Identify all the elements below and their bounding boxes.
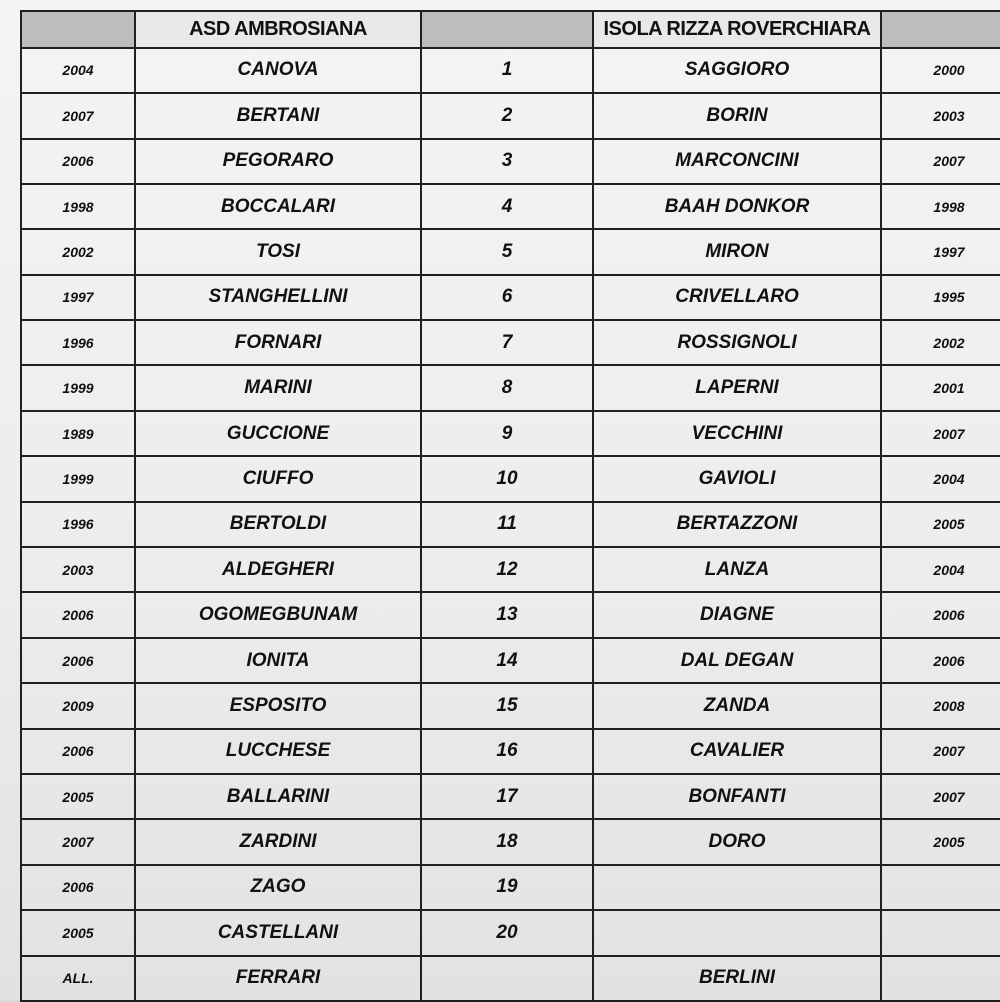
table-row: [21, 502, 1000, 547]
home-player-year: 2002: [21, 229, 135, 274]
home-player-year: 1996: [21, 320, 135, 365]
home-player-name: PEGORARO: [135, 139, 421, 184]
shirt-number: 10: [421, 456, 593, 501]
away-coach-name: BERLINI: [593, 956, 881, 1001]
home-player-year: 2006: [21, 638, 135, 683]
home-player-name: LUCCHESE: [135, 729, 421, 774]
table-row: [21, 411, 1000, 456]
home-player-name: IONITA: [135, 638, 421, 683]
home-coach-name: FERRARI: [135, 956, 421, 1001]
shirt-number: 16: [421, 729, 593, 774]
away-player-name: CRIVELLARO: [593, 275, 881, 320]
home-player-year: 1997: [21, 275, 135, 320]
home-player-year: 1996: [21, 502, 135, 547]
away-team-name: ISOLA RIZZA ROVERCHIARA: [593, 11, 881, 48]
table-row: [21, 184, 1000, 229]
away-player-name: BAAH DONKOR: [593, 184, 881, 229]
shirt-number: 6: [421, 275, 593, 320]
away-player-year: 2003: [881, 93, 1000, 138]
away-player-year: 2007: [881, 774, 1000, 819]
header-blank-middle: [421, 11, 593, 48]
away-player-year: 2004: [881, 456, 1000, 501]
home-player-year: 1998: [21, 184, 135, 229]
table-row: [21, 819, 1000, 864]
home-player-name: GUCCIONE: [135, 411, 421, 456]
shirt-number: 8: [421, 365, 593, 410]
shirt-number: 13: [421, 592, 593, 637]
table-row: [21, 683, 1000, 728]
home-player-name: CIUFFO: [135, 456, 421, 501]
away-player-year: [881, 865, 1000, 910]
away-player-name: ROSSIGNOLI: [593, 320, 881, 365]
home-player-name: CASTELLANI: [135, 910, 421, 955]
away-player-name: DIAGNE: [593, 592, 881, 637]
table-row: [21, 139, 1000, 184]
away-player-name: ZANDA: [593, 683, 881, 728]
away-player-name: VECCHINI: [593, 411, 881, 456]
away-player-name: LANZA: [593, 547, 881, 592]
away-player-name: MARCONCINI: [593, 139, 881, 184]
home-player-year: 1999: [21, 365, 135, 410]
away-player-name: LAPERNI: [593, 365, 881, 410]
away-player-year: [881, 910, 1000, 955]
away-player-year: 2002: [881, 320, 1000, 365]
away-player-year: 2007: [881, 411, 1000, 456]
table-row: [21, 93, 1000, 138]
home-player-name: ZAGO: [135, 865, 421, 910]
lineup-table: [20, 10, 1000, 1002]
away-player-name: [593, 865, 881, 910]
home-player-year: 2006: [21, 729, 135, 774]
away-player-year: 1997: [881, 229, 1000, 274]
away-player-year: 2008: [881, 683, 1000, 728]
home-player-year: 2003: [21, 547, 135, 592]
away-player-year: 2007: [881, 729, 1000, 774]
home-player-year: 2004: [21, 48, 135, 93]
shirt-number: 15: [421, 683, 593, 728]
away-player-name: DAL DEGAN: [593, 638, 881, 683]
away-player-year: 2006: [881, 592, 1000, 637]
table-row: [21, 547, 1000, 592]
home-player-year: 2006: [21, 592, 135, 637]
away-player-name: CAVALIER: [593, 729, 881, 774]
home-player-year: 1999: [21, 456, 135, 501]
home-player-name: BOCCALARI: [135, 184, 421, 229]
home-player-name: BERTOLDI: [135, 502, 421, 547]
table-row: [21, 729, 1000, 774]
away-player-year: 2004: [881, 547, 1000, 592]
shirt-number: 9: [421, 411, 593, 456]
table-row: [21, 229, 1000, 274]
home-player-name: ALDEGHERI: [135, 547, 421, 592]
coach-number-blank: [421, 956, 593, 1001]
away-player-name: GAVIOLI: [593, 456, 881, 501]
home-player-name: BERTANI: [135, 93, 421, 138]
away-player-year: 2000: [881, 48, 1000, 93]
table-row: [21, 48, 1000, 93]
home-player-name: OGOMEGBUNAM: [135, 592, 421, 637]
home-player-name: ESPOSITO: [135, 683, 421, 728]
shirt-number: 4: [421, 184, 593, 229]
home-player-year: 2009: [21, 683, 135, 728]
header-blank-right: [881, 11, 1000, 48]
shirt-number: 5: [421, 229, 593, 274]
shirt-number: 2: [421, 93, 593, 138]
home-player-year: 2005: [21, 910, 135, 955]
table-row: [21, 592, 1000, 637]
table-row: [21, 865, 1000, 910]
shirt-number: 18: [421, 819, 593, 864]
away-player-year: 2001: [881, 365, 1000, 410]
shirt-number: 1: [421, 48, 593, 93]
away-player-year: 2006: [881, 638, 1000, 683]
home-player-name: CANOVA: [135, 48, 421, 93]
home-team-name: ASD AMBROSIANA: [135, 11, 421, 48]
shirt-number: 3: [421, 139, 593, 184]
shirt-number: 17: [421, 774, 593, 819]
table-row: [21, 365, 1000, 410]
table-row: [21, 638, 1000, 683]
header-row: [21, 11, 1000, 48]
shirt-number: 11: [421, 502, 593, 547]
away-player-name: DORO: [593, 819, 881, 864]
home-player-year: 1989: [21, 411, 135, 456]
header-blank-left: [21, 11, 135, 48]
coach-row: [21, 956, 1000, 1001]
home-player-name: STANGHELLINI: [135, 275, 421, 320]
shirt-number: 14: [421, 638, 593, 683]
home-player-name: MARINI: [135, 365, 421, 410]
home-player-year: 2005: [21, 774, 135, 819]
home-player-name: BALLARINI: [135, 774, 421, 819]
home-player-name: ZARDINI: [135, 819, 421, 864]
away-player-year: 1995: [881, 275, 1000, 320]
table-row: [21, 910, 1000, 955]
home-player-year: 2007: [21, 93, 135, 138]
table-row: [21, 275, 1000, 320]
home-player-year: 2007: [21, 819, 135, 864]
away-player-name: BORIN: [593, 93, 881, 138]
shirt-number: 20: [421, 910, 593, 955]
home-player-year: 2006: [21, 865, 135, 910]
away-player-year: 2007: [881, 139, 1000, 184]
away-player-name: BERTAZZONI: [593, 502, 881, 547]
shirt-number: 12: [421, 547, 593, 592]
away-player-name: [593, 910, 881, 955]
coach-label: ALL.: [21, 956, 135, 1001]
home-player-year: 2006: [21, 139, 135, 184]
away-player-year: 1998: [881, 184, 1000, 229]
table-row: [21, 774, 1000, 819]
away-player-name: MIRON: [593, 229, 881, 274]
shirt-number: 7: [421, 320, 593, 365]
away-player-name: SAGGIORO: [593, 48, 881, 93]
home-player-name: FORNARI: [135, 320, 421, 365]
away-player-name: BONFANTI: [593, 774, 881, 819]
coach-year-blank: [881, 956, 1000, 1001]
shirt-number: 19: [421, 865, 593, 910]
table-row: [21, 320, 1000, 365]
table-row: [21, 456, 1000, 501]
home-player-name: TOSI: [135, 229, 421, 274]
away-player-year: 2005: [881, 502, 1000, 547]
away-player-year: 2005: [881, 819, 1000, 864]
